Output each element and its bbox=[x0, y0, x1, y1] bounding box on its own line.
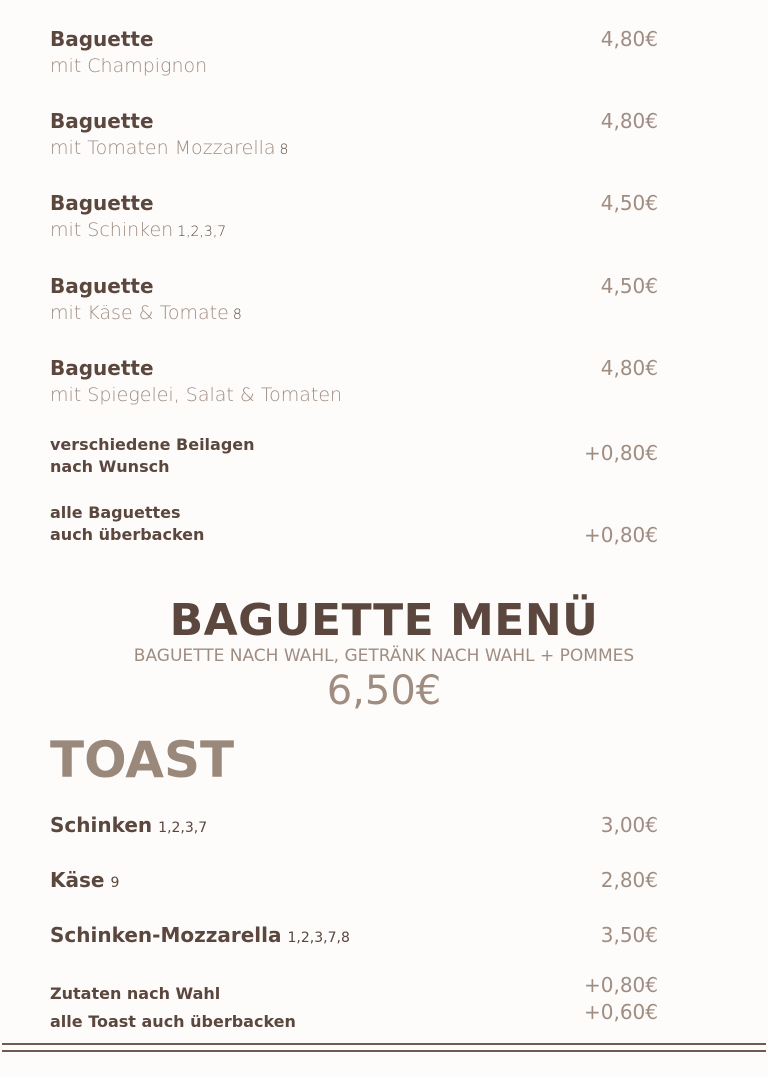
item-description: mit Tomaten Mozzarella 8 bbox=[50, 137, 289, 159]
item-description: mit Champignon bbox=[50, 55, 208, 77]
menu-item bbox=[50, 273, 658, 329]
item-price: 2,80€ bbox=[600, 868, 658, 892]
note-line: verschiedene Beilagen bbox=[50, 435, 255, 454]
allergen-codes: 9 bbox=[110, 875, 120, 891]
note-line: auch überbacken bbox=[50, 525, 205, 544]
item-price: 4,80€ bbox=[600, 27, 658, 51]
item-name: Schinken-Mozzarella 1,2,3,7,8 bbox=[50, 923, 350, 947]
allergen-codes: 1,2,3,7 bbox=[177, 224, 227, 240]
note-price: +0,80€ bbox=[583, 441, 658, 465]
item-name: Schinken 1,2,3,7 bbox=[50, 813, 208, 837]
toast-extras bbox=[50, 973, 658, 1036]
extras-line: Zutaten nach Wahl bbox=[50, 984, 221, 1003]
extras-price: +0,60€ bbox=[583, 1000, 658, 1024]
allergen-codes: 8 bbox=[232, 307, 242, 323]
item-description: mit Schinken 1,2,3,7 bbox=[50, 219, 227, 241]
item-name: Baguette bbox=[50, 356, 154, 380]
menu-item bbox=[50, 108, 658, 164]
item-price: 3,00€ bbox=[600, 813, 658, 837]
item-price: 4,50€ bbox=[600, 191, 658, 215]
menu-item bbox=[50, 922, 658, 951]
item-price: 3,50€ bbox=[600, 923, 658, 947]
item-name: Baguette bbox=[50, 191, 154, 215]
item-name: Baguette bbox=[50, 27, 154, 51]
item-name: Käse 9 bbox=[50, 868, 120, 892]
note-line: nach Wunsch bbox=[50, 457, 170, 476]
menu-item bbox=[50, 26, 658, 80]
menu-combo-title: BAGUETTE MENÜ bbox=[169, 595, 599, 646]
menu-item bbox=[50, 867, 658, 896]
allergen-codes: 1,2,3,7,8 bbox=[287, 930, 350, 946]
menu-combo-subtitle: BAGUETTE NACH WAHL, GETRÄNK NACH WAHL + POMMES bbox=[133, 646, 635, 666]
extras-line: alle Toast auch überbacken bbox=[50, 1012, 296, 1031]
extras-price: +0,80€ bbox=[583, 973, 658, 997]
menu-item bbox=[50, 812, 658, 841]
menu-item bbox=[50, 355, 658, 409]
extra-note bbox=[50, 434, 658, 478]
allergen-codes: 8 bbox=[279, 142, 289, 158]
divider bbox=[2, 1050, 766, 1052]
item-price: 4,80€ bbox=[600, 109, 658, 133]
note-price: +0,80€ bbox=[583, 523, 658, 547]
note-line: alle Baguettes bbox=[50, 503, 181, 522]
item-description: mit Spiegelei, Salat & Tomaten bbox=[50, 384, 343, 406]
extra-note bbox=[50, 502, 658, 546]
item-price: 4,50€ bbox=[600, 274, 658, 298]
section-title-toast: TOAST bbox=[50, 731, 235, 789]
item-name: Baguette bbox=[50, 109, 154, 133]
divider bbox=[2, 1043, 766, 1045]
allergen-codes: 1,2,3,7 bbox=[158, 820, 208, 836]
item-price: 4,80€ bbox=[600, 356, 658, 380]
menu-combo-price: 6,50€ bbox=[326, 668, 442, 714]
extras-prices bbox=[584, 972, 658, 1026]
item-name: Baguette bbox=[50, 274, 154, 298]
menu-item bbox=[50, 190, 658, 246]
item-description: mit Käse & Tomate 8 bbox=[50, 302, 242, 324]
